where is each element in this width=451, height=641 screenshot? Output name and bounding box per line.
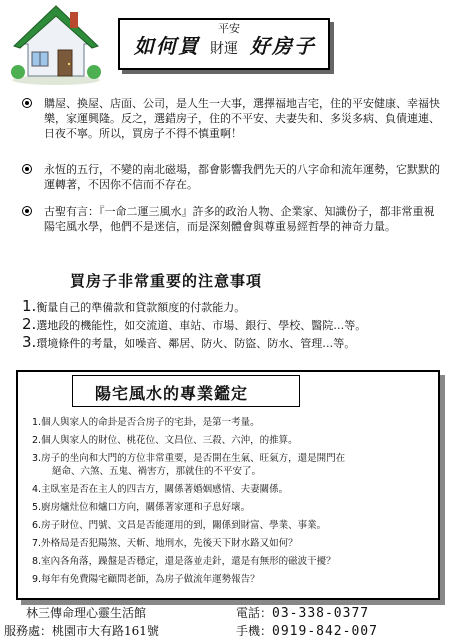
list-item: 3.房子的坐向和大門的方位非常重要，是否開在生氣、旺氣方，還是開門在 — [32, 453, 346, 464]
section-title: 買房子非常重要的注意事項 — [70, 272, 263, 290]
list-item: 1.衡量自己的準備款和貸款額度的付款能力。 — [22, 297, 246, 315]
intro-paragraph-1: 購屋、換屋、店面、公司，是人生一大事，選擇福地吉宅，住的平安健康、幸福快樂，家運興隆。反之，選錯房子，住的不平安、夫妻失和、多災多病、負債連連、日夜不寧。所以，買房子不得不慎重啊！ — [22, 96, 440, 141]
fengshui-title-box — [72, 375, 300, 407]
bullet-icon — [22, 164, 32, 174]
list-item: 1.個人與家人的命卦是否合房子的宅卦，是第一考量。 — [32, 417, 260, 428]
phone-row — [236, 604, 369, 621]
house-icon — [8, 2, 104, 86]
list-item: 7.外格局是否犯陽煞、天斬、地刑水，先後天下財水路又如何？ — [32, 538, 298, 549]
mobile-label: 手機： — [236, 624, 273, 638]
phone-number[interactable]: 03-338-0377 — [272, 606, 370, 621]
bullet-icon — [22, 98, 32, 108]
company-name: 林三傳命理心靈生活館 — [26, 606, 147, 620]
title-small-bottom: 財運 — [210, 41, 238, 57]
address: 桃園市大有路161號 — [52, 624, 159, 638]
phone-label: 電話： — [236, 606, 273, 620]
list-item: 3.環境條件的考量，如噪音、鄰居、防火、防盜、防水、管理…等。 — [22, 333, 356, 351]
title-right: 好房子 — [250, 34, 316, 58]
office-label: 服務處： — [4, 624, 53, 638]
list-item: 9.每年有免費陽宅顧問老師，為房子做流年運勢報告？ — [32, 574, 260, 585]
list-item: 4.主臥室是否在主人的四吉方，關係著婚姻感情、夫妻關係。 — [32, 484, 289, 495]
bullet-icon — [22, 206, 32, 216]
address-row — [4, 622, 159, 639]
list-item-continuation: 絕命、六煞、五鬼、禍害方，那就住的不平安了。 — [52, 466, 262, 477]
mobile-row — [236, 622, 378, 639]
title-left: 如何買 — [134, 34, 200, 58]
title-box — [118, 18, 330, 70]
list-item: 6.房子財位、門號、文昌是否能運用的到，關係到財富、學業、事業。 — [32, 520, 327, 531]
intro-paragraph-3: 古聖有言：『一命二運三風水』許多的政治人物、企業家、知識份子，都非常重視陽宅風水學，他們不是迷信，而是深刻體會與尊重易經哲學的神奇力量。 — [22, 204, 440, 234]
list-item: 5.廚房爐灶位和爐口方向，關係著家運和子息好壞。 — [32, 502, 251, 513]
list-item: 8.室內各角落，躁盤是否穩定，還是落並走針，還是有無形的磁波干擾？ — [32, 556, 336, 567]
intro-paragraph-2: 永恆的五行，不變的南北磁場，都會影響我們先天的八字命和流年運勢，它默默的運轉著，不因你不信而不存在。 — [22, 162, 440, 192]
title-small-top: 平安 — [218, 22, 240, 35]
house-logo — [8, 2, 104, 86]
fengshui-title: 陽宅風水的專業鑑定 — [95, 384, 249, 403]
list-item: 2.個人與家人的財位、桃花位、文昌位、三殺、六沖，的推算。 — [32, 435, 298, 446]
mobile-number[interactable]: 0919-842-007 — [272, 624, 378, 639]
list-item: 2.選地段的機能性，如交流道、車站、市場、銀行、學校、醫院…等。 — [22, 315, 367, 333]
